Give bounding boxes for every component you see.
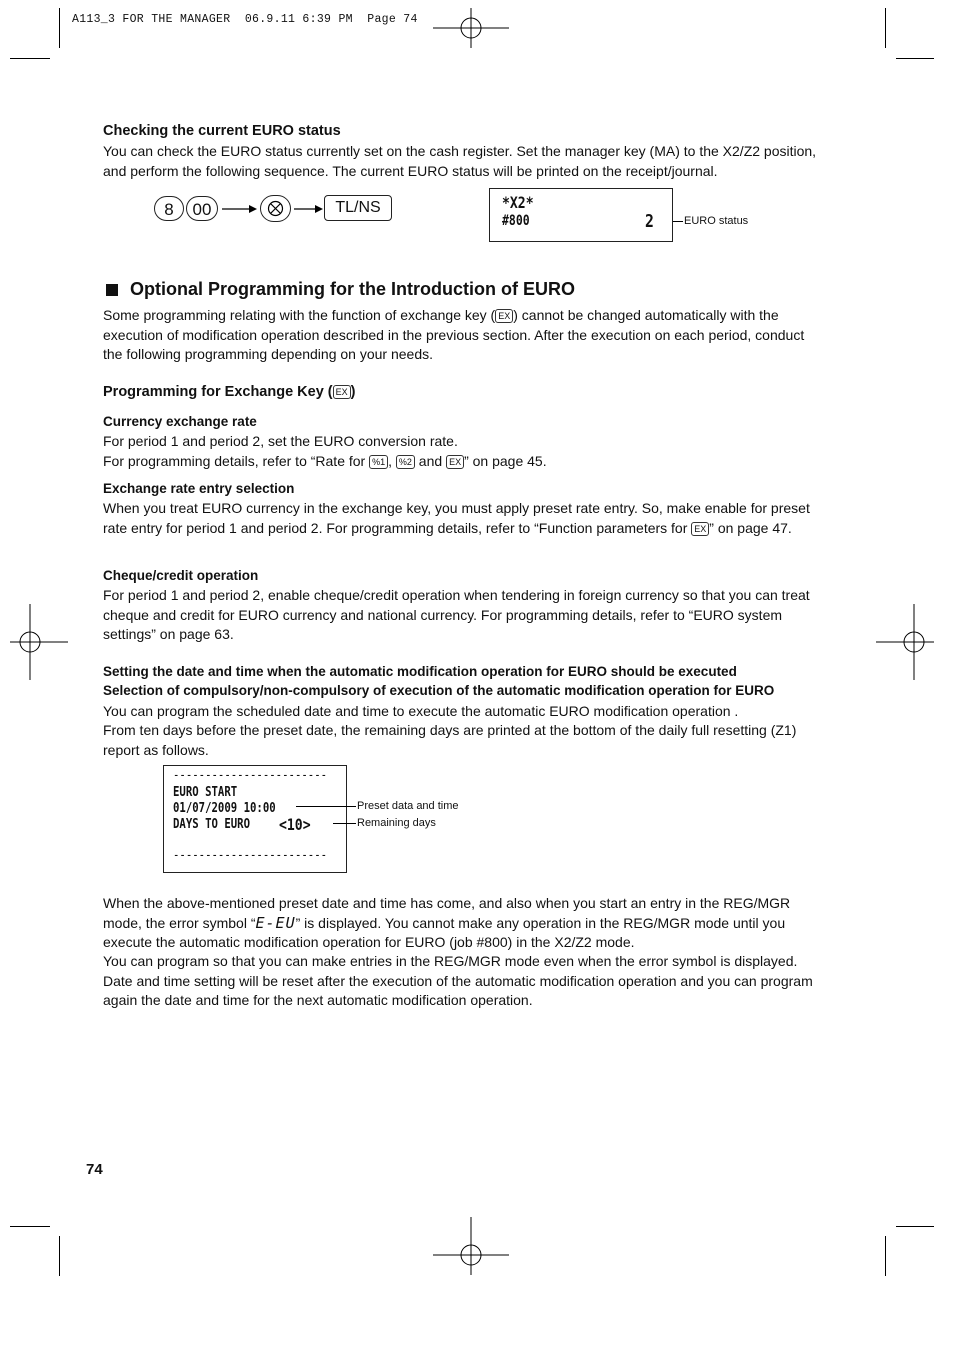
schedule-title-date: Setting the date and time when the automatic modification operation for EURO should be executed xyxy=(103,664,737,679)
text: When the above-mentioned preset date and time has come, and also when you start an entry in the REG/MGR mode, the error symbol “ xyxy=(103,895,791,931)
page-number: 74 xyxy=(86,1161,103,1178)
key-00: 00 xyxy=(186,196,218,221)
error-symbol-paragraph xyxy=(103,894,823,953)
optional-programming-paragraph xyxy=(103,306,823,365)
exchange-key-title xyxy=(103,384,356,400)
receipt-dashes: ------------------------ xyxy=(173,848,328,863)
text: When you treat EURO currency in the exchange key, you must apply preset rate entry. So, make enable for preset rate entry for period 1 and period 2. For programming details, refer to “Function parameters for xyxy=(103,500,810,536)
print-slug: A113_3 FOR THE MANAGER 06.9.11 6:39 PM Page 74 xyxy=(72,13,418,26)
key-8: 8 xyxy=(154,196,184,221)
error-symbol: E-EU xyxy=(255,913,296,932)
leader-line xyxy=(296,806,356,807)
currency-rate-line2 xyxy=(103,452,833,472)
text: ) cannot be changed automatically with the execution of modification operation described in the previous section. After the execution on each period, conduct the following programming depending on your needs. xyxy=(103,307,805,362)
euro-start-receipt xyxy=(163,765,347,873)
rate-entry-selection-title: Exchange rate entry selection xyxy=(103,481,295,496)
crop-mark xyxy=(885,1236,886,1276)
crop-mark xyxy=(59,8,60,48)
receipt-job-number: #800 xyxy=(502,213,530,229)
euro-status-label: EURO status xyxy=(684,215,749,227)
text: Some programming relating with the function of exchange key ( xyxy=(103,307,496,323)
text: ) xyxy=(350,384,356,400)
crop-mark xyxy=(10,58,50,59)
section-bullet-icon xyxy=(106,284,118,296)
euro-status-receipt xyxy=(489,188,673,242)
currency-rate-line1: For period 1 and period 2, set the EURO conversion rate. xyxy=(103,433,458,449)
ex-key-icon: EX xyxy=(495,309,513,323)
text: ” is displayed. You cannot make any operation in the REG/MGR mode until you execute the automatic modification operation for EURO (job #800) in the X2/Z2 mode. xyxy=(103,914,786,950)
leader-line xyxy=(673,221,683,222)
section-title-euro-status: Checking the current EURO status xyxy=(103,123,341,139)
schedule-paragraph2: From ten days before the preset date, the remaining days are printed at the bottom of the daily full resetting (Z1) report as follows. xyxy=(103,722,797,758)
rate-entry-selection-paragraph xyxy=(103,499,813,538)
preset-date-label: Preset data and time xyxy=(357,800,459,812)
registration-mark xyxy=(431,0,511,68)
receipt-mode: *X2* xyxy=(502,193,534,212)
multiply-key xyxy=(260,195,291,222)
receipt-preset-datetime: 01/07/2009 10:00 xyxy=(173,801,276,816)
percent1-key-icon: %1 xyxy=(369,455,388,469)
leader-line xyxy=(333,823,356,824)
percent2-key-icon: %2 xyxy=(396,455,415,469)
remaining-days-label: Remaining days xyxy=(357,817,436,829)
cheque-credit-title: Cheque/credit operation xyxy=(103,568,259,583)
registration-mark xyxy=(431,1215,511,1295)
text: ” on page 45. xyxy=(464,453,547,469)
crop-mark xyxy=(896,58,934,59)
section-title-optional-programming: Optional Programming for the Introduction of EURO xyxy=(130,279,575,299)
registration-mark xyxy=(0,602,70,682)
cheque-credit-paragraph: For period 1 and period 2, enable cheque/credit operation when tendering in foreign currency so that you can treat cheque and credit for EURO currency and national currency. For programming details, refer to “EURO system settings” on page 63. xyxy=(103,587,810,642)
currency-rate-title: Currency exchange rate xyxy=(103,414,257,429)
schedule-title-compulsory: Selection of compulsory/non-compulsory of execution of the automatic modification operation for EURO xyxy=(103,683,775,698)
receipt-days-to-euro: DAYS TO EURO xyxy=(173,817,251,832)
receipt-dashes: ------------------------ xyxy=(173,768,328,783)
circle-x-icon xyxy=(261,196,290,221)
text: For programming details, refer to “Rate for xyxy=(103,453,370,469)
ex-key-icon: EX xyxy=(333,385,351,399)
crop-mark xyxy=(10,1226,50,1227)
crop-mark xyxy=(59,1236,60,1276)
euro-status-value: 2 xyxy=(645,211,654,232)
arrow-right-icon xyxy=(294,202,324,216)
euro-status-paragraph: You can check the EURO status currently set on the cash register. Set the manager key (MA) to the X2/Z2 position, and perform the following sequence. The current EURO status will be printed on the receipt/journal. xyxy=(103,143,817,179)
text: , xyxy=(388,453,396,469)
ex-key-icon: EX xyxy=(691,522,709,536)
receipt-remaining-days: <10> xyxy=(279,815,311,834)
text: ” on page 47. xyxy=(709,519,792,536)
arrow-right-icon xyxy=(222,202,258,216)
text: and xyxy=(414,453,447,469)
registration-mark xyxy=(874,602,954,682)
crop-mark xyxy=(885,8,886,48)
receipt-euro-start: EURO START xyxy=(173,785,238,800)
ex-key-icon: EX xyxy=(446,455,464,469)
schedule-paragraph1: You can program the scheduled date and time to execute the automatic EURO modification operation . xyxy=(103,703,739,719)
reset-paragraph: You can program so that you can make entries in the REG/MGR mode even when the error symbol is displayed. Date and time setting will be reset after the execution of the automatic modification operation and you can program again the date and time for the next automatic modification operation. xyxy=(103,953,813,1008)
crop-mark xyxy=(896,1226,934,1227)
tl-ns-key: TL/NS xyxy=(324,195,392,221)
text: Programming for Exchange Key ( xyxy=(103,384,333,400)
